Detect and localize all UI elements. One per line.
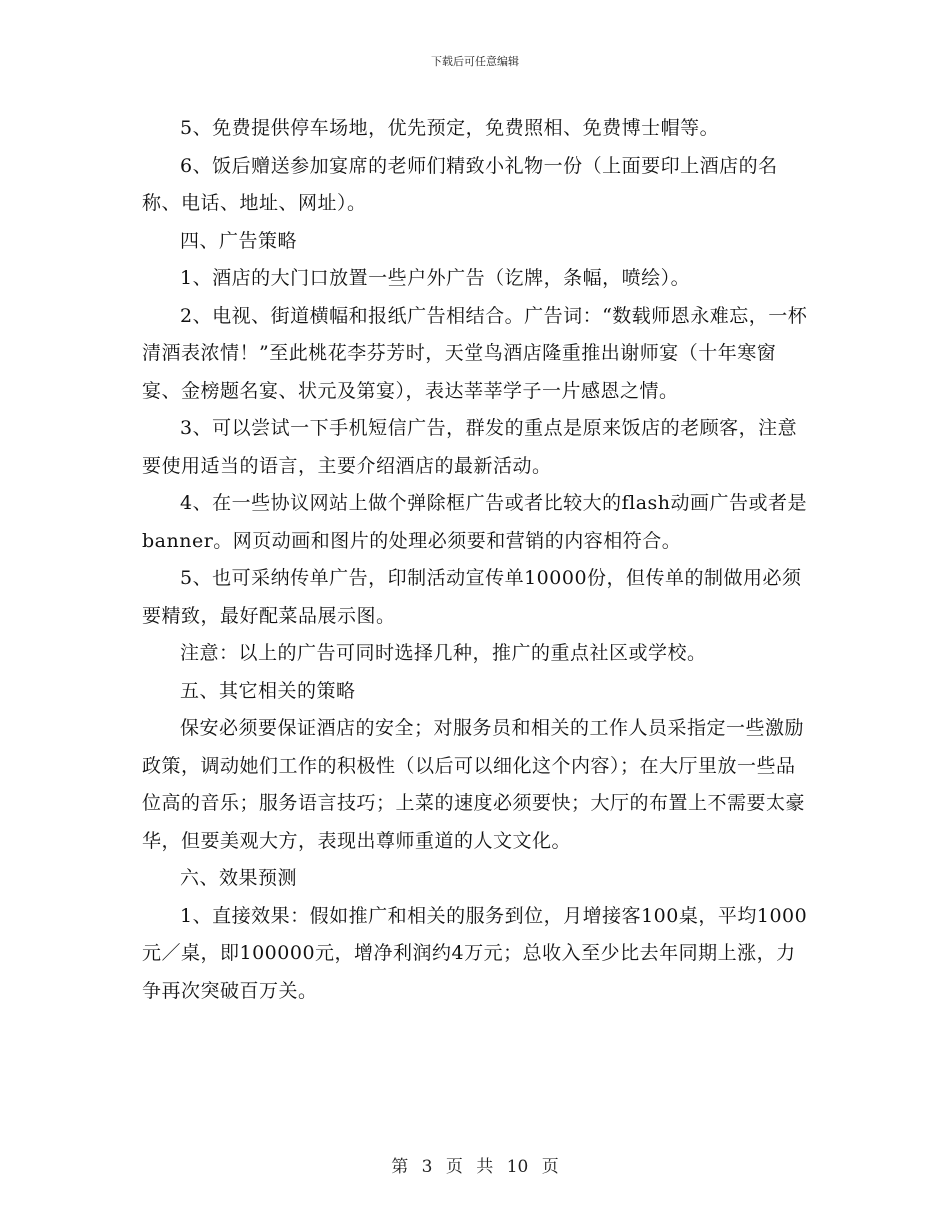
paragraph-forecast-1: 1、直接效果：假如推广和相关的服务到位，月增接客100桌，平均1000元／桌，即100000元，增净利润约4万元；总收入至少比去年同期上涨，力争再次突破百万关。 <box>142 904 808 1002</box>
paragraph-ad-4: 4、在一些协议网站上做个弹除框广告或者比较大的flash动画广告或者是banner。网页动画和图片的处理必须要和营销的内容相符合。 <box>142 492 808 552</box>
paragraph-ad-note: 注意：以上的广告可同时选择几种，推广的重点社区或学校。 <box>180 642 707 664</box>
section-heading-ad-strategy: 四、广告策略 <box>180 229 298 252</box>
footer-total-word: 共 <box>476 1157 494 1177</box>
section-heading-forecast: 六、效果预测 <box>180 867 298 889</box>
page-header: 下载后可任意编辑 <box>431 55 519 68</box>
total-page-count: 10 <box>506 1157 529 1177</box>
paragraph-ad-5: 5、也可采纳传单广告，印制活动宣传单10000份，但传单的制做用必须要精致，最好配菜品展示图。 <box>142 567 802 627</box>
footer-page-word: 页 <box>445 1157 463 1177</box>
paragraph-ad-2: 2、电视、街道横幅和报纸广告相结合。广告词：“数载师恩永难忘，一杯清酒表浓情！”至此桃花李芬芳时，天堂鸟酒店隆重推出谢师宴（十年寒窗宴、金榜题名宴、状元及第宴），表达莘莘学子一片感恩之情。 <box>142 304 808 402</box>
paragraph-gift: 6、饭后赠送参加宴席的老师们精致小礼物一份（上面要印上酒店的名称、电话、地址、网址）。 <box>142 154 778 214</box>
page-footer <box>0 1152 950 1177</box>
paragraph-free-services: 5、免费提供停车场地，优先预定，免费照相、免费博士帽等。 <box>180 117 720 139</box>
current-page-number: 3 <box>421 1157 433 1177</box>
section-heading-other-strategy: 五、其它相关的策略 <box>180 679 356 702</box>
document-body <box>142 110 810 1010</box>
footer-suffix: 页 <box>541 1157 559 1177</box>
paragraph-other-strategy: 保安必须要保证酒店的安全；对服务员和相关的工作人员采指定一些激励政策，调动她们工作的积极性（以后可以细化这个内容）；在大厅里放一些品位高的音乐；服务语言技巧；上菜的速度必须要快；大厅的布置上不需要太豪华，但要美观大方，表现出尊师重道的人文文化。 <box>142 717 806 852</box>
footer-prefix: 第 <box>391 1157 409 1177</box>
paragraph-ad-3: 3、可以尝试一下手机短信广告，群发的重点是原来饭店的老顾客，注意要使用适当的语言，主要介绍酒店的最新活动。 <box>142 417 798 477</box>
paragraph-ad-1: 1、酒店的大门口放置一些户外广告（讫牌，条幅，喷绘）。 <box>180 267 691 289</box>
